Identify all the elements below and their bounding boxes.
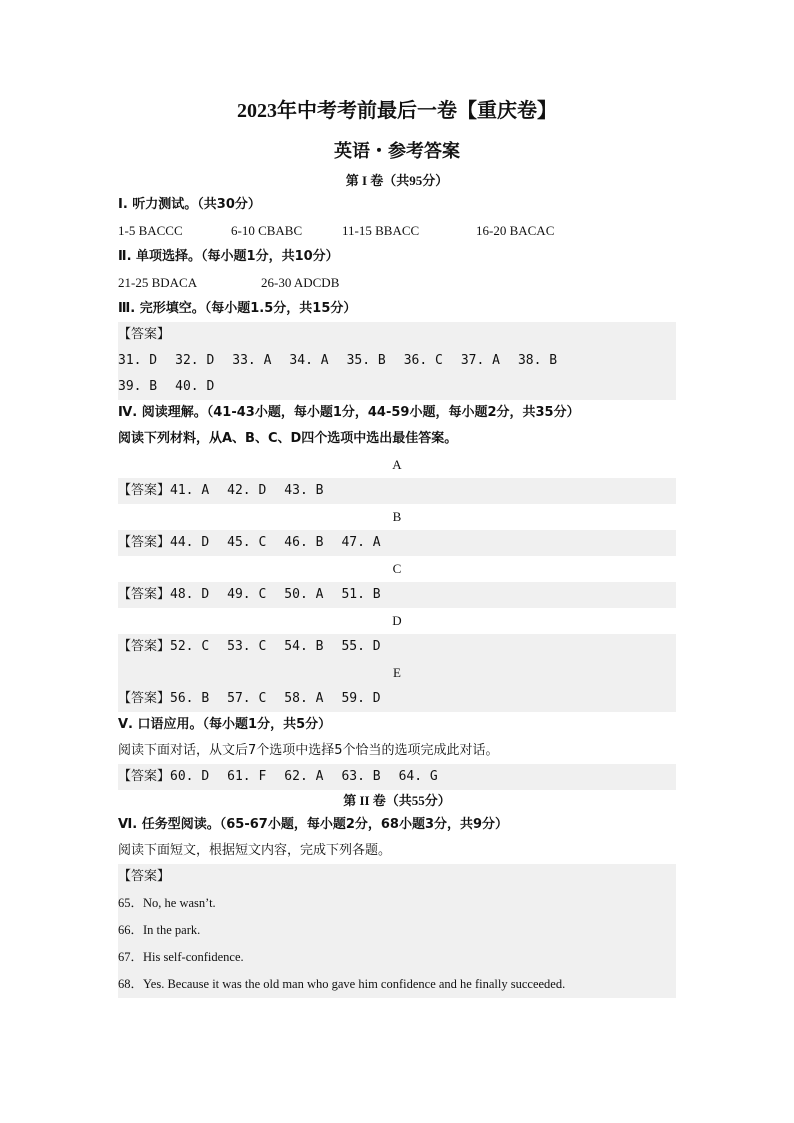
section-3-answer-box [118,322,676,400]
answer-item: 42. D [227,483,267,498]
answer-label: 【答案】 [118,587,171,602]
answer-label: 【答案】 [118,535,171,550]
answer-item: 39. B [118,379,158,394]
answer-label: 【答案】 [118,327,171,342]
answer-67: 67．His self-confidence. [118,950,244,964]
answer-label: 【答案】 [118,869,171,884]
answer-item: 32. D [175,353,215,368]
answer-item: 36. C [403,353,443,368]
page-title: 2023年中考考前最后一卷【重庆卷】 [237,100,557,122]
section-3-title: Ⅲ. 完形填空。（每小题1.5分，共15分） [118,301,357,316]
answer-item: 38. B [517,353,558,368]
answer-label: 【答案】 [118,769,171,784]
answer-item: 55. D [341,639,381,654]
answer-item: 43. B [284,483,324,498]
answer-label: 【答案】 [118,639,171,654]
answer-item: 61. F [227,769,267,784]
section-5-instruction: 阅读下面对话，从文后7个选项中选择5个恰当的选项完成此对话。 [118,743,499,758]
section-1-title: Ⅰ. 听力测试。（共30分） [118,197,261,212]
section-2-answers [118,270,676,296]
answer-item: 49. C [227,587,267,602]
answer-group: 26-30 ADCDB [261,275,340,290]
answer-item: 58. A [284,691,324,706]
answer-item: 40. D [175,379,215,394]
answer-label: 【答案】 [118,691,171,706]
answer-label: 【答案】 [118,483,171,498]
section-6-answer-box [118,864,676,998]
answer-item: 56. B [170,691,210,706]
answer-66: 66．In the park. [118,923,201,937]
answer-item: 45. C [227,535,267,550]
section-6-title: Ⅵ. 任务型阅读。（65-67小题，每小题2分，68小题3分，共9分） [118,817,509,832]
page-subtitle: 英语・参考答案 [334,141,460,161]
answer-item: 33. A [232,353,272,368]
answer-item: 52. C [170,639,210,654]
answer-item: 44. D [170,535,210,550]
answer-68: 68．Yes. Because it was the old man who gave him confidence and he finally succeeded. [118,977,566,991]
answer-group: 16-20 BACAC [476,223,555,238]
passage-letter: C [392,561,402,576]
answer-item: 37. A [460,353,500,368]
volume-1-heading: 第 I 卷（共95分） [345,173,449,188]
volume-2-heading: 第 II 卷（共55分） [343,793,451,808]
section-3-answers-row-1 [118,348,676,374]
passage-letter: D [392,613,402,628]
answer-group: 1-5 BACCC [118,223,183,238]
answer-sheet [118,96,676,998]
section-5-answers [118,764,676,790]
passage-e-answers [118,686,676,712]
answer-item: 51. B [341,587,381,602]
answer-65: 65．No, he wasn’t. [118,896,216,910]
answer-item: 47. A [341,535,381,550]
answer-item: 53. C [227,639,267,654]
section-4-title: Ⅳ. 阅读理解。（41-43小题，每小题1分，44-59小题，每小题2分，共35分） [118,405,580,420]
passage-letter: A [392,457,402,472]
passage-letter: E [118,660,676,686]
section-1-answers [118,218,676,244]
passage-b-answers [118,530,676,556]
answer-item: 54. B [284,639,324,654]
answer-item: 62. A [284,769,324,784]
answer-item: 63. B [341,769,381,784]
passage-d-answers [118,634,676,660]
answer-item: 59. D [341,691,381,706]
answer-group: 11-15 BBACC [342,223,420,238]
answer-item: 46. B [284,535,324,550]
section-6-instruction: 阅读下面短文，根据短文内容，完成下列各题。 [118,843,392,858]
answer-item: 48. D [170,587,210,602]
section-5-title: Ⅴ. 口语应用。（每小题1分，共5分） [118,717,332,732]
answer-item: 64. G [398,769,438,784]
answer-item: 34. A [289,353,329,368]
section-3-answers-row-2 [118,374,676,400]
passage-c-answers [118,582,676,608]
section-2-title: Ⅱ. 单项选择。（每小题1分，共10分） [118,249,339,264]
answer-item: 57. C [227,691,267,706]
answer-item: 35. B [346,353,386,368]
section-4-instruction: 阅读下列材料，从A、B、C、D四个选项中选出最佳答案。 [118,431,458,446]
answer-item: 31. D [118,353,158,368]
answer-item: 41. A [170,483,210,498]
answer-group: 21-25 BDACA [118,275,198,290]
passage-a-answers [118,478,676,504]
answer-group: 6-10 CBABC [231,223,303,238]
passage-letter: B [392,509,402,524]
answer-item: 60. D [170,769,210,784]
answer-item: 50. A [284,587,324,602]
